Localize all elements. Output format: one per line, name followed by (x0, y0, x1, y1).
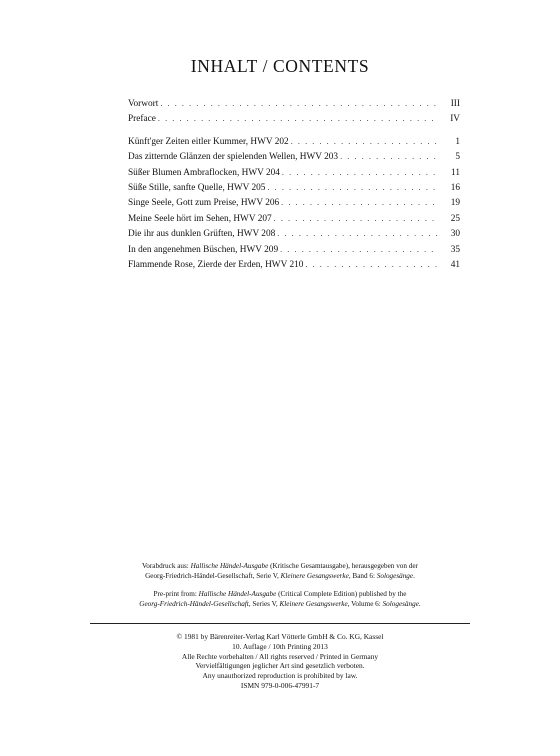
edition-title: Hallische Händel-Ausgabe (190, 562, 269, 570)
leader-dots (340, 149, 438, 164)
toc-label: Die ihr aus dunklen Grüften, HWV 208 (128, 229, 276, 240)
toc-row[interactable] (128, 257, 460, 272)
toc-label: Süßer Blumen Ambraflocken, HWV 204 (128, 167, 280, 178)
copyright-block (0, 632, 560, 691)
note-text: (Kritische Gesamtausgabe), herausgegeben von der (268, 562, 418, 570)
toc-row[interactable] (128, 111, 460, 126)
note-text: , Volume 6: (347, 600, 383, 609)
printing-line: 10. Auflage / 10th Printing 2013 (232, 641, 328, 651)
preprint-note-line (100, 599, 460, 609)
leader-dots (291, 134, 438, 149)
series-title: Kleinere Gesangswerke (280, 572, 349, 581)
toc-page-number: 30 (450, 229, 460, 240)
toc-page-number: 16 (450, 182, 460, 193)
toc-row[interactable] (128, 195, 460, 210)
toc-page-number: 19 (450, 198, 460, 209)
toc-row[interactable] (128, 226, 460, 241)
toc-label: Meine Seele hört im Sehen, HWV 207 (128, 213, 272, 224)
divider-rule (90, 623, 470, 624)
copyright-line: © 1981 by Bärenreiter-Verlag Karl Vötterle GmbH & Co. KG, Kassel (176, 632, 384, 641)
toc-page-number: 25 (450, 213, 460, 224)
note-text: Pre-print from: (153, 590, 199, 598)
toc-row[interactable] (128, 96, 460, 111)
table-of-contents (128, 96, 460, 279)
note-text: , Band 6: (348, 572, 377, 581)
note-text: . (413, 572, 415, 581)
toc-page-number: IV (450, 114, 460, 125)
preprint-note-line (100, 571, 460, 581)
note-text: Georg-Friedrich-Händel-Gesellschaft, Serie V, (145, 572, 281, 581)
leader-dots (280, 242, 438, 257)
ismn-line: ISMN 979-0-006-47991-7 (240, 680, 320, 690)
rights-line: Alle Rechte vorbehalten / All rights reserved / Printed in Germany (181, 651, 379, 661)
toc-page-number: 5 (455, 152, 460, 163)
reproduction-warning-de: Vervielfältigungen jeglicher Art sind gesetzlich verboten. (195, 661, 365, 671)
toc-label: Künft'ger Zeiten eitler Kummer, HWV 202 (128, 136, 289, 147)
page-title: INHALT / CONTENTS (190, 56, 370, 76)
toc-label: Flammende Rose, Zierde der Erden, HWV 210 (128, 259, 304, 270)
society-name: Georg-Friedrich-Händel-Gesellschaft (139, 600, 249, 609)
reproduction-warning-en: Any unauthorized reproduction is prohibited by law. (202, 671, 358, 681)
toc-row[interactable] (128, 242, 460, 257)
preprint-note-line (100, 589, 460, 599)
edition-title: Hallische Händel-Ausgabe (198, 590, 277, 598)
toc-label: Preface (128, 114, 156, 125)
preprint-note-german (100, 561, 460, 581)
toc-label: In den angenehmen Büschen, HWV 209 (128, 244, 279, 255)
leader-dots (277, 226, 438, 241)
toc-works (128, 134, 460, 273)
toc-label: Vorwort (128, 99, 159, 109)
toc-label: Das zitternde Glänzen der spielenden Wellen, HWV 203 (128, 152, 339, 163)
note-text: . (418, 600, 421, 609)
note-text: , Series V, (248, 600, 280, 609)
series-title: Kleinere Gesangswerke (279, 600, 348, 609)
toc-page-number: 35 (450, 244, 460, 255)
toc-label: Singe Seele, Gott zum Preise, HWV 206 (128, 198, 280, 209)
toc-row[interactable] (128, 134, 460, 149)
leader-dots (274, 211, 438, 226)
preprint-note-line (100, 561, 460, 571)
leader-dots (267, 180, 438, 195)
preprint-note-english (100, 589, 460, 609)
note-text: Vorabdruck aus: (142, 562, 191, 570)
leader-dots (305, 257, 438, 272)
note-text: (Critical Complete Edition) published by the (276, 590, 407, 598)
leader-dots (281, 195, 438, 210)
volume-title: Sologesänge (376, 572, 414, 581)
toc-row[interactable] (128, 149, 460, 164)
toc-row[interactable] (128, 165, 460, 180)
volume-title: Sologesänge (382, 600, 419, 609)
toc-label: Süße Stille, sanfte Quelle, HWV 205 (128, 182, 266, 193)
leader-dots (160, 96, 438, 111)
leader-dots (282, 165, 438, 180)
toc-page-number: III (450, 99, 460, 109)
toc-page-number: 1 (455, 136, 460, 147)
toc-front-matter (128, 96, 460, 127)
toc-row[interactable] (128, 211, 460, 226)
toc-page-number: 41 (450, 259, 460, 270)
toc-row[interactable] (128, 180, 460, 195)
toc-page-number: 11 (451, 167, 460, 178)
leader-dots (158, 111, 438, 126)
